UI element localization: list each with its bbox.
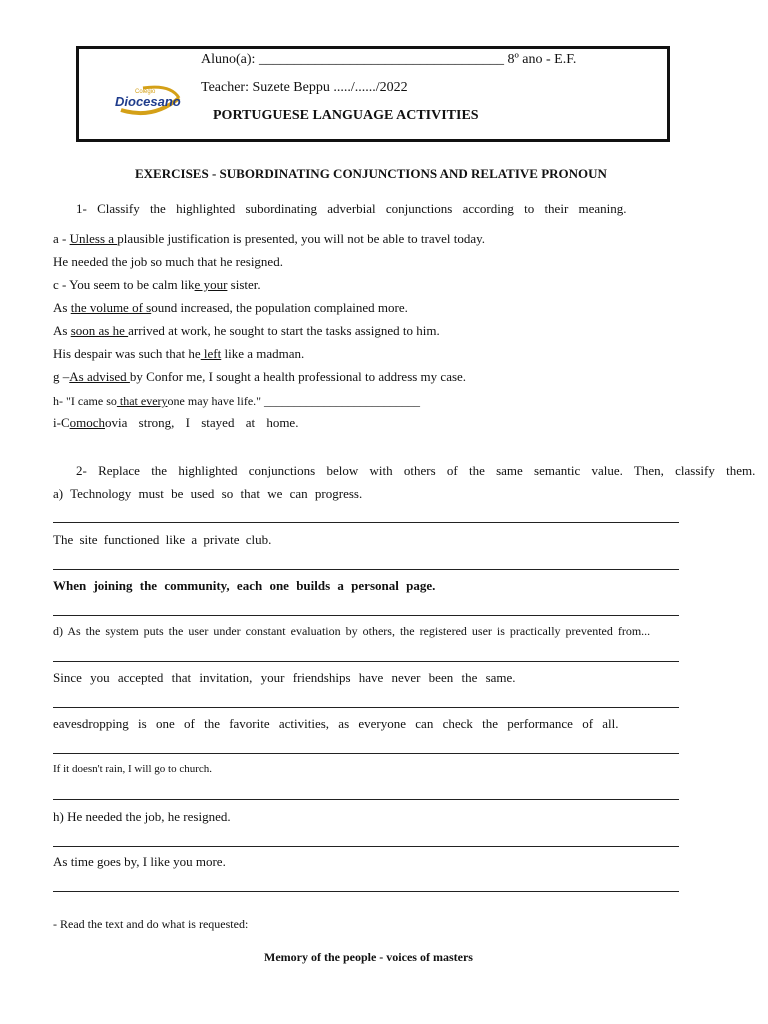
- answer-line-5[interactable]: [53, 707, 679, 708]
- answer-line-3[interactable]: [53, 615, 679, 616]
- q2-prompt: 2- Replace the highlighted conjunctions below with others of the same semantic value. Then, classify them.: [76, 463, 756, 478]
- q1-item-f: His despair was such that he left like a madman.: [53, 346, 305, 361]
- q2-item-h: h) He needed the job, he resigned.: [53, 809, 231, 824]
- text-title: Memory of the people - voices of masters: [264, 950, 473, 964]
- answer-line-8[interactable]: [53, 846, 679, 847]
- q1-f-highlight: left: [200, 346, 222, 361]
- q2-item-c: When joining the community, each one builds a personal page.: [53, 578, 436, 593]
- subject-title: PORTUGUESE LANGUAGE ACTIVITIES: [213, 108, 479, 123]
- q1-item-g: g –As advised by Confor me, I sought a health professional to address my case.: [53, 369, 467, 384]
- q2-item-f: eavesdropping is one of the favorite activities, as everyone can check the performance of all.: [53, 716, 619, 731]
- q1-c-highlight: e your: [194, 277, 228, 292]
- q1-item-e: As soon as he arrived at work, he sought to start the tasks assigned to him.: [53, 323, 440, 338]
- q2-item-e: Since you accepted that invitation, your friendships have never been the same.: [53, 670, 516, 685]
- school-logo: [113, 80, 183, 120]
- student-name-blank[interactable]: ___________________________________: [258, 52, 504, 67]
- answer-line-2[interactable]: [53, 569, 679, 570]
- q1-a-highlight: Unless a: [69, 231, 118, 246]
- worksheet-title: EXERCISES - SUBORDINATING CONJUNCTIONS AND RELATIVE PRONOUN: [135, 166, 607, 181]
- grade-label: 8º ano - E.F.: [507, 52, 577, 67]
- q1-e-highlight: soon as he: [70, 323, 129, 338]
- q1-item-d: As the volume of sound increased, the population complained more.: [53, 300, 408, 315]
- student-line: [201, 52, 576, 68]
- q1-item-h: h- "I came so that everyone may have life." __________________________: [53, 394, 421, 408]
- logo-name-text: Diocesano: [115, 94, 181, 109]
- q1-item-a: a - Unless a plausible justification is presented, you will not be able to travel today.: [53, 231, 486, 246]
- answer-line-7[interactable]: [53, 799, 679, 800]
- answer-line-4[interactable]: [53, 661, 679, 662]
- answer-line-1[interactable]: [53, 522, 679, 523]
- q1-item-c: c - You seem to be calm like your sister.: [53, 277, 261, 292]
- q2-item-i: As time goes by, I like you more.: [53, 854, 226, 869]
- student-label: Aluno(a):: [201, 52, 256, 67]
- answer-line-9[interactable]: [53, 891, 679, 892]
- q1-i-highlight: omoch: [69, 415, 106, 430]
- q2-item-g: If it doesn't rain, I will go to church.: [53, 763, 213, 775]
- q2-item-b: The site functioned like a private club.: [53, 532, 272, 547]
- q1-item-i: i-Comochovia strong, I stayed at home.: [53, 415, 299, 430]
- logo-top-text: Colégio: [135, 89, 156, 95]
- q2-item-a: a) Technology must be used so that we can progress.: [53, 486, 363, 501]
- q1-g-highlight: As advised: [69, 369, 130, 384]
- teacher-line: Teacher: Suzete Beppu ...../....../2022: [201, 80, 408, 95]
- q1-h-highlight: that every: [116, 394, 168, 408]
- q1-item-b: He needed the job so much that he resigned.: [53, 254, 283, 269]
- read-instruction: - Read the text and do what is requested:: [53, 917, 249, 931]
- q2-item-d: d) As the system puts the user under constant evaluation by others, the registered user is practically prevented from...: [53, 624, 651, 638]
- q1-d-highlight: the volume of s: [70, 300, 152, 315]
- q1-prompt: [76, 201, 652, 217]
- q1-prompt-text: 1- Classify the highlighted subordinating adverbial conjunctions according to their meaning.: [76, 201, 627, 216]
- answer-line-6[interactable]: [53, 753, 679, 754]
